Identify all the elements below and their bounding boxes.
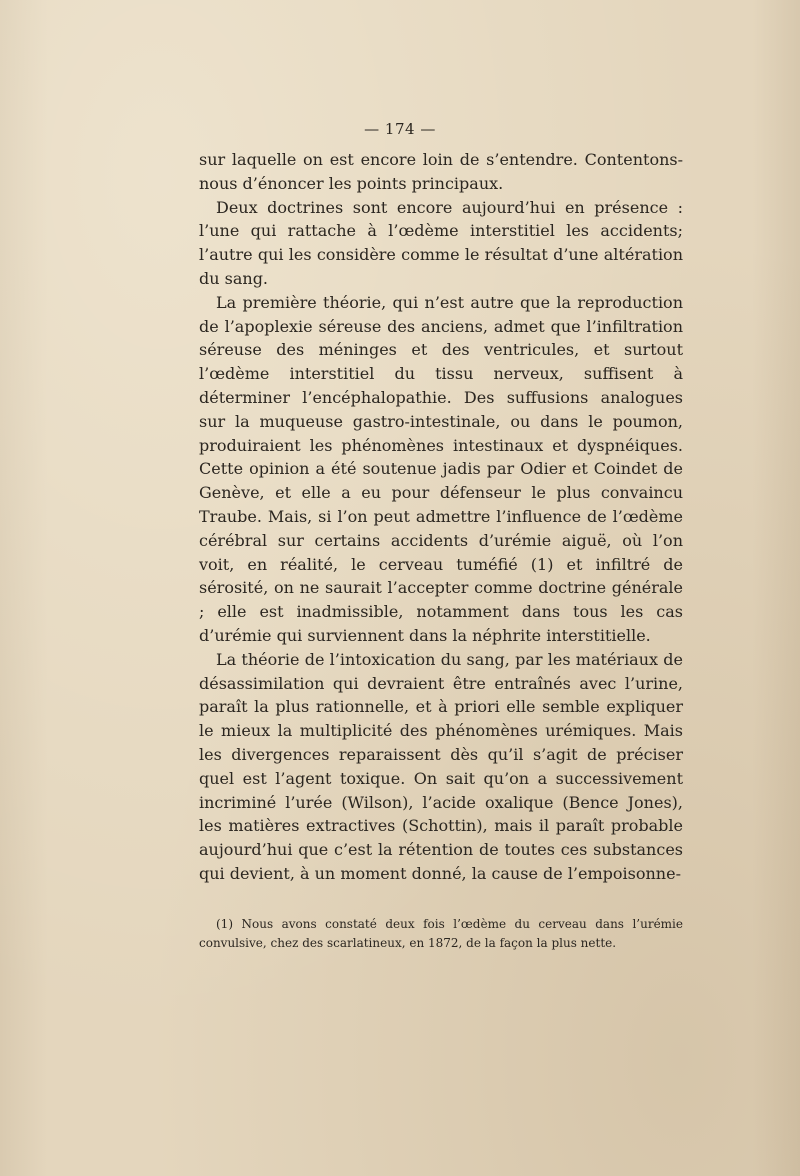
footnote-text: (1) Nous avons constaté deux fois l’œdème du cerveau dans l’urémie convulsive, chez des scarlatineux, en 1872, de la façon la plus nette. bbox=[199, 917, 683, 950]
body-text bbox=[199, 148, 683, 886]
page-number: — 174 — bbox=[364, 120, 436, 138]
paragraph-continuation: sur laquelle on est encore loin de s’entendre. Contentons-nous d’énoncer les points principaux. bbox=[199, 150, 683, 193]
paragraph-intoxication-theory: La théorie de l’intoxication du sang, par les matériaux de désassimilation qui devraient être entraînés avec l’urine, paraît la plus rationnelle, et à priori elle semble expliquer le mieux la multiplicité des phénomènes urémiques. Mais les divergences reparaissent dès qu’il s’agit de préciser quel est l’agent toxique. On sait qu’on a successivement incriminé l’urée (Wilson), l’acide oxalique (Bence Jones), les matières extractives (Schottin), mais il paraît probable aujourd’hui que c’est la rétention de toutes ces substances qui devient, à un moment donné, la cause de l’empoisonne- bbox=[199, 649, 683, 883]
paragraph-first-theory: La première théorie, qui n’est autre que la reproduction de l’apoplexie séreuse des anciens, admet que l’infiltration séreuse des méninges et des ventricules, et surtout l’œdème interstitiel du tissu nerveux, suffisent à déterminer l’encéphalopathie. Des suffusions analogues sur la muqueuse gastro-intestinale, ou dans le poumon, produiraient les phénomènes intestinaux et dyspnéiques. Cette opinion a été soutenue jadis par Odier et Coindet de Genève, et elle a eu pour défenseur le plus convaincu Traube. Mais, si l’on peut admettre l’influence de l’œdème cérébral sur certains accidents d’urémie aiguë, où l’on voit, en réalité, le cerveau tuméfié (1) et infiltré de sérosité, on ne saurait l’accepter comme doctrine générale ; elle est inadmissible, notamment dans tous les cas d’urémie qui surviennent dans la néphrite interstitielle. bbox=[199, 292, 683, 645]
paragraph-two-doctrines: Deux doctrines sont encore aujourd’hui en présence : l’une qui rattache à l’œdème interstitiel les accidents; l’autre qui les considère comme le résultat d’une altération du sang. bbox=[199, 197, 683, 288]
footnote bbox=[199, 915, 683, 953]
